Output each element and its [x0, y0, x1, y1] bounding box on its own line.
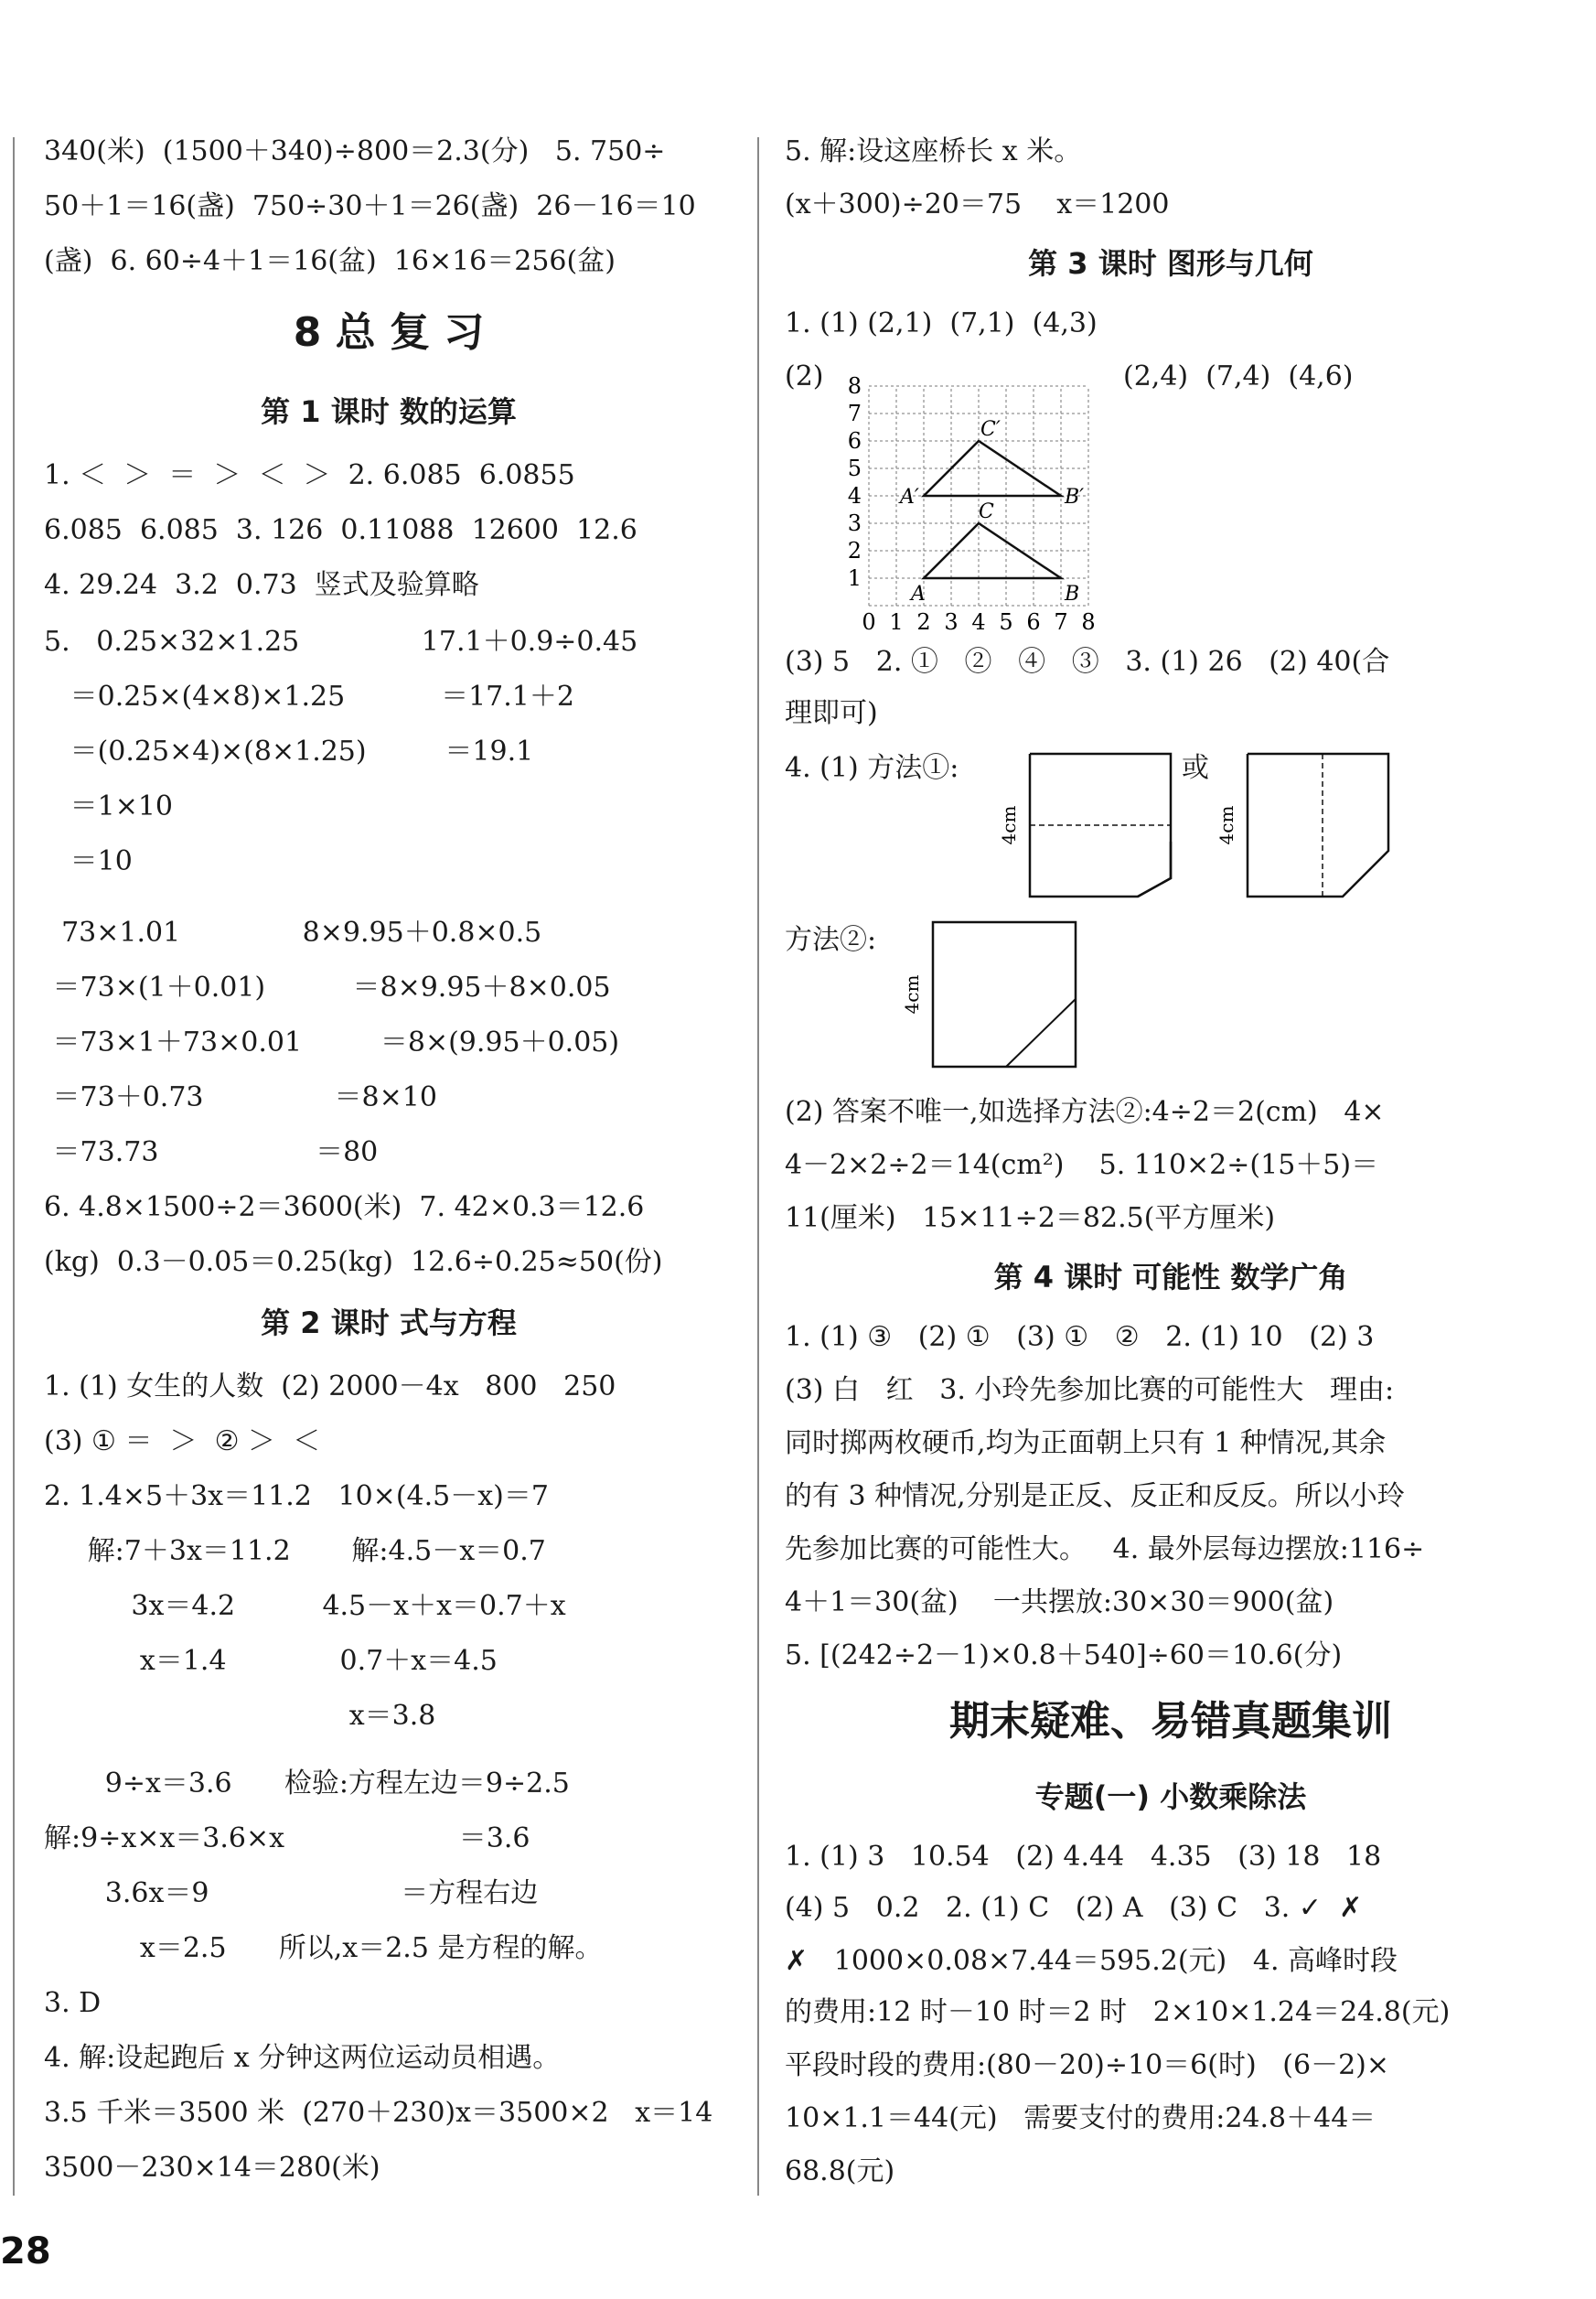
- x-tick-label: 7: [1054, 609, 1068, 633]
- left-line: 4. 29.24 3.2 0.73 竖式及验算略: [44, 569, 479, 601]
- left-line: ＝0.25×(4×8)×1.25 ＝17.1＋2: [44, 681, 574, 713]
- x-tick-label: 1: [889, 609, 904, 633]
- left-line: 1. (1) 女生的人数 (2) 2000－4x 800 250: [44, 1370, 616, 1402]
- left-line: 3.6x＝9 ＝方程右边: [44, 1877, 539, 1909]
- q4-or: 或: [1182, 752, 1209, 784]
- right-line: 先参加比赛的可能性大。 4. 最外层每边摆放:116÷: [785, 1533, 1425, 1565]
- left-line: 3500－230×14＝280(米): [44, 2152, 380, 2184]
- left-line: (3) ① ＝ ＞ ② ＞ ＜: [44, 1425, 321, 1457]
- right-line: 11(厘米) 15×11÷2＝82.5(平方厘米): [785, 1202, 1276, 1234]
- y-tick-label: 6: [847, 428, 862, 454]
- left-line: x＝3.8: [44, 1700, 436, 1732]
- left-line: ＝(0.25×4)×(8×1.25) ＝19.1: [44, 736, 534, 768]
- right-line: 5. [(242÷2－1)×0.8＋540]÷60＝10.6(分): [785, 1639, 1343, 1671]
- coordinate-grid-figure: [841, 359, 1098, 633]
- left-line: 3.5 千米＝3500 米 (270＋230)x＝3500×2 x＝14: [44, 2097, 713, 2129]
- x-tick-label: 0: [862, 609, 876, 633]
- lesson1-title: 第 1 课时 数的运算: [261, 394, 517, 429]
- y-tick-label: 5: [847, 456, 862, 481]
- right-line: (4) 5 0.2 2. (1) C (2) A (3) C 3. ✓ ✗: [785, 1892, 1363, 1924]
- right-line: 5. 解:设这座桥长 x 米。: [785, 135, 1082, 167]
- right-line: 4＋1＝30(盆) 一共摆放:30×30＝900(盆): [785, 1586, 1334, 1618]
- left-line: ＝73×(1＋0.01) ＝8×9.95＋8×0.05: [44, 972, 611, 1004]
- left-line: 9÷x＝3.6 检验:方程左边＝9÷2.5: [44, 1767, 570, 1799]
- left-line: 2. 1.4×5＋3x＝11.2 10×(4.5－x)＝7: [44, 1480, 549, 1512]
- left-line: x＝1.4 0.7＋x＝4.5: [44, 1645, 498, 1677]
- right-line: 的费用:12 时－10 时＝2 时 2×10×1.24＝24.8(元): [785, 1996, 1451, 2028]
- right-line: (2) 答案不唯一,如选择方法②:4÷2＝2(cm) 4×: [785, 1096, 1385, 1128]
- q4-label: 4. (1) 方法①:: [785, 752, 959, 784]
- x-tick-label: 6: [1026, 609, 1041, 633]
- dimension-label: 4cm: [901, 974, 923, 1015]
- right-line: 10×1.1＝44(元) 需要支付的费用:24.8＋44＝: [785, 2102, 1376, 2134]
- right-line: 平段时段的费用:(80－20)÷10＝6(时) (6－2)×: [785, 2049, 1389, 2081]
- right-line: 同时掷两枚硬币,均为正面朝上只有 1 种情况,其余: [785, 1427, 1387, 1459]
- left-line: 73×1.01 8×9.95＋0.8×0.5: [44, 917, 542, 949]
- left-line: ＝73×1＋73×0.01 ＝8×(9.95＋0.05): [44, 1026, 620, 1058]
- right-line: (3) 5 2. ① ② ④ ③ 3. (1) 26 (2) 40(合: [785, 646, 1390, 678]
- right-line: (2,4) (7,4) (4,6): [1123, 360, 1354, 392]
- left-line: 3. D: [44, 1987, 102, 2019]
- point-label-b-prime: B′: [1065, 486, 1085, 509]
- section-title: 期末疑难、易错真题集训: [949, 1698, 1392, 1745]
- left-line: 1. ＜ ＞ ＝ ＞ ＜ ＞ 2. 6.085 6.0855: [44, 459, 575, 491]
- y-tick-label: 7: [847, 401, 862, 426]
- right-line: 的有 3 种情况,分别是正反、反正和反反。所以小玲: [785, 1480, 1405, 1512]
- column-divider: [757, 137, 759, 2196]
- right-line: 1. (1) ③ (2) ① (3) ① ② 2. (1) 10 (2) 3: [785, 1321, 1375, 1353]
- left-margin-rule: [13, 137, 15, 2196]
- point-label-a: A: [911, 583, 926, 606]
- left-line: 解:9÷x×x＝3.6×x ＝3.6: [44, 1822, 530, 1854]
- point-label-a-prime: A′: [900, 486, 919, 509]
- right-line: 4－2×2÷2＝14(cm²) 5. 110×2÷(15＋5)＝: [785, 1149, 1379, 1181]
- left-line: ＝73.73 ＝80: [44, 1136, 379, 1168]
- page-number: 28: [0, 2230, 51, 2272]
- right-line: (2): [785, 360, 824, 392]
- y-tick-label: 3: [847, 510, 862, 536]
- method1-shape-a: [988, 750, 1189, 906]
- y-tick-label: 8: [847, 373, 862, 399]
- right-line: 1. (1) (2,1) (7,1) (4,3): [785, 307, 1098, 339]
- point-label-c-prime: C′: [980, 418, 1001, 441]
- left-line: ＝1×10: [44, 790, 174, 822]
- y-tick-label: 4: [847, 483, 862, 509]
- left-line: (kg) 0.3－0.05＝0.25(kg) 12.6÷0.25≈50(份): [44, 1246, 663, 1278]
- lesson3-title: 第 3 课时 图形与几何: [1028, 246, 1313, 281]
- left-line: x＝2.5 所以,x＝2.5 是方程的解。: [44, 1932, 603, 1964]
- left-line: ＝73＋0.73 ＝8×10: [44, 1081, 437, 1113]
- right-line: (x＋300)÷20＝75 x＝1200: [785, 188, 1170, 220]
- left-line: ＝10: [44, 845, 133, 877]
- left-line: 5. 0.25×32×1.25 17.1＋0.9÷0.45: [44, 626, 638, 658]
- x-tick-label: 5: [999, 609, 1013, 633]
- method1-shape-b: [1205, 750, 1407, 906]
- point-label-c: C: [979, 500, 994, 523]
- dimension-label: 4cm: [1216, 805, 1237, 845]
- left-line: (盏) 6. 60÷4＋1＝16(盆) 16×16＝256(盆): [44, 245, 616, 277]
- left-line: 6. 4.8×1500÷2＝3600(米) 7. 42×0.3＝12.6: [44, 1191, 645, 1223]
- x-tick-label: 8: [1081, 609, 1096, 633]
- left-line: 3x＝4.2 4.5－x＋x＝0.7＋x: [44, 1590, 566, 1622]
- right-line: (3) 白 红 3. 小玲先参加比赛的可能性大 理由:: [785, 1374, 1395, 1406]
- y-tick-label: 1: [847, 565, 862, 591]
- right-line: 理即可): [785, 697, 878, 729]
- method2-shape: [896, 919, 1079, 1074]
- left-line: 340(米) (1500＋340)÷800＝2.3(分) 5. 750÷: [44, 135, 666, 167]
- right-line: 1. (1) 3 10.54 (2) 4.44 4.35 (3) 18 18: [785, 1841, 1382, 1873]
- x-tick-label: 3: [944, 609, 959, 633]
- dimension-label: 4cm: [998, 805, 1020, 845]
- topic1-title: 专题(一) 小数乘除法: [1034, 1779, 1307, 1814]
- left-line: 4. 解:设起跑后 x 分钟这两位运动员相遇。: [44, 2042, 561, 2074]
- right-line: ✗ 1000×0.08×7.44＝595.2(元) 4. 高峰时段: [785, 1945, 1398, 1977]
- lesson4-title: 第 4 课时 可能性 数学广角: [993, 1260, 1348, 1295]
- x-tick-label: 4: [971, 609, 986, 633]
- point-label-b: B: [1065, 583, 1080, 606]
- left-line: 解:7＋3x＝11.2 解:4.5－x＝0.7: [44, 1535, 546, 1567]
- left-line: 6.085 6.085 3. 126 0.11088 12600 12.6: [44, 514, 637, 546]
- y-tick-label: 2: [847, 538, 862, 564]
- chapter-title: 8 总 复 习: [293, 309, 485, 356]
- right-line: 68.8(元): [785, 2155, 895, 2187]
- lesson2-title: 第 2 课时 式与方程: [261, 1305, 517, 1340]
- x-tick-label: 2: [916, 609, 931, 633]
- left-line: 50＋1＝16(盏) 750÷30＋1＝26(盏) 26－16＝10: [44, 190, 696, 222]
- q4-method2: 方法②:: [785, 924, 877, 956]
